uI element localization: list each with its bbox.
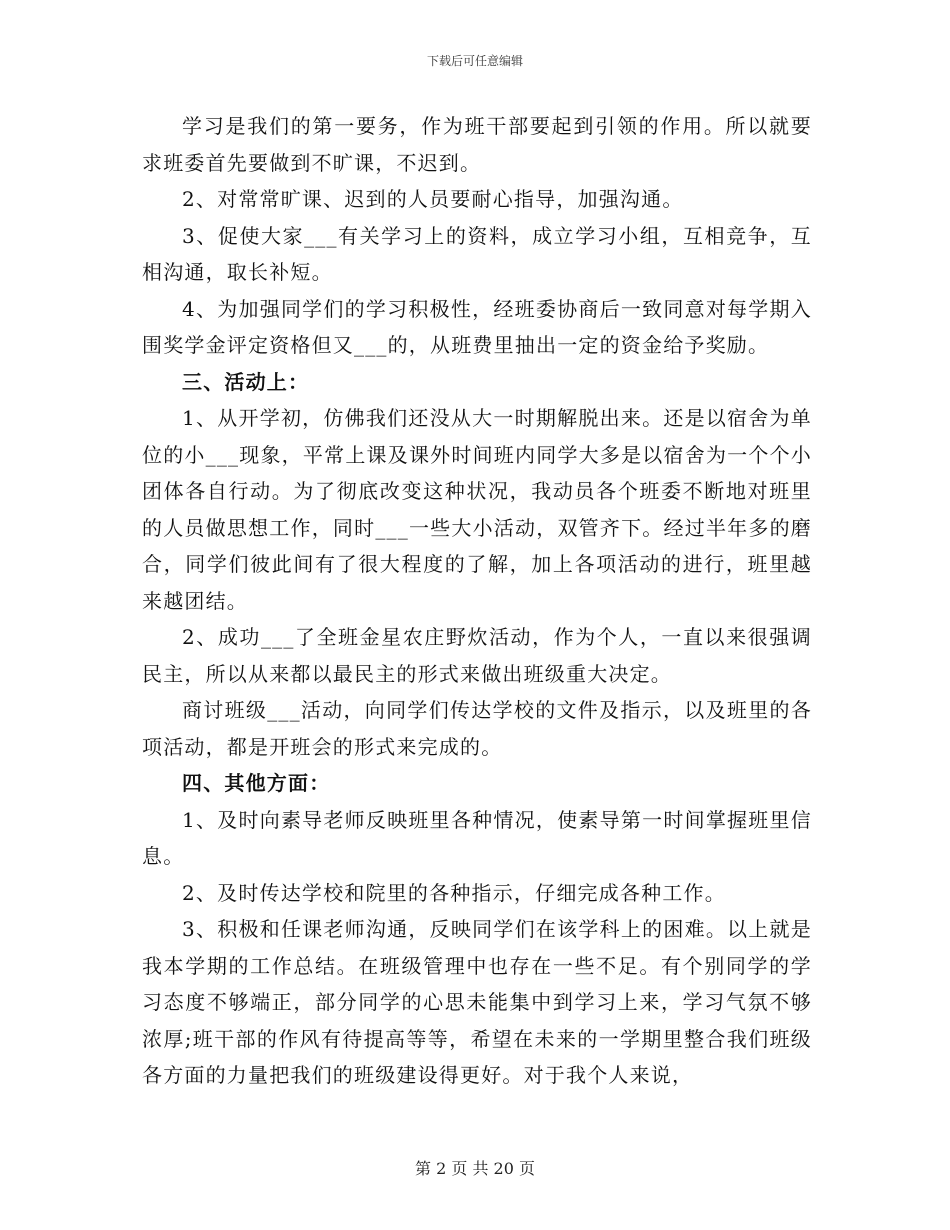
paragraph-item-4: 4、为加强同学们的学习积极性，经班委协商后一致同意对每学期入围奖学金评定资格但又___的，从班费里抽出一定的资金给予奖励。: [142, 296, 812, 357]
paragraph-activity-2: 2、成功___了全班金星农庄野炊活动，作为个人，一直以来很强调民主，所以从来都以最民主的形式来做出班级重大决定。: [142, 625, 812, 686]
paragraph-item-3: 3、促使大家___有关学习上的资料，成立学习小组，互相竞争，互相沟通，取长补短。: [142, 223, 812, 284]
paragraph-class-meetings: 商讨班级___活动，向同学们传达学校的文件及指示，以及班里的各项活动，都是开班会的形式来完成的。: [142, 698, 812, 759]
page-number: 第 2 页 共 20 页: [415, 1159, 535, 1178]
paragraph-study-priority: 学习是我们的第一要务，作为班干部要起到引领的作用。所以就要求班委首先要做到不旷课，不迟到。: [142, 114, 812, 175]
paragraph-other-2: 2、及时传达学校和院里的各种指示，仔细完成各种工作。: [182, 880, 726, 905]
paragraph-other-1: 1、及时向素导老师反映班里各种情况，使素导第一时间掌握班里信息。: [142, 807, 812, 868]
paragraph-item-2: 2、对常常旷课、迟到的人员要耐心指导，加强沟通。: [182, 187, 684, 211]
paragraph-other-3: 3、积极和任课老师沟通，反映同学们在该学科上的困难。以上就是我本学期的工作总结。在班级管理中也存在一些不足。有个别同学的学习态度不够端正，部分同学的心思未能集中到学习上来，学习气氛不够浓厚;班干部的作风有待提高等等，希望在未来的一学期里整合我们班级各方面的力量把我们的班级建设得更好。对于我个人来说，: [142, 917, 812, 1087]
paragraph-activity-1: 1、从开学初，仿佛我们还没从大一时期解脱出来。还是以宿舍为单位的小___现象，平常上课及课外时间班内同学大多是以宿舍为一个个小团体各自行动。为了彻底改变这种状况，我动员各个班委不断地对班里的人员做思想工作，同时___一些大小活动，双管齐下。经过半年多的磨合，同学们彼此间有了很大程度的了解，加上各项活动的进行，班里越来越团结。: [142, 406, 812, 613]
page-header: 下载后可任意编辑: [426, 54, 523, 68]
section-heading-other: 四、其他方面：: [182, 771, 331, 795]
section-heading-activities: 三、活动上：: [182, 369, 310, 394]
document-body: [142, 108, 812, 1094]
